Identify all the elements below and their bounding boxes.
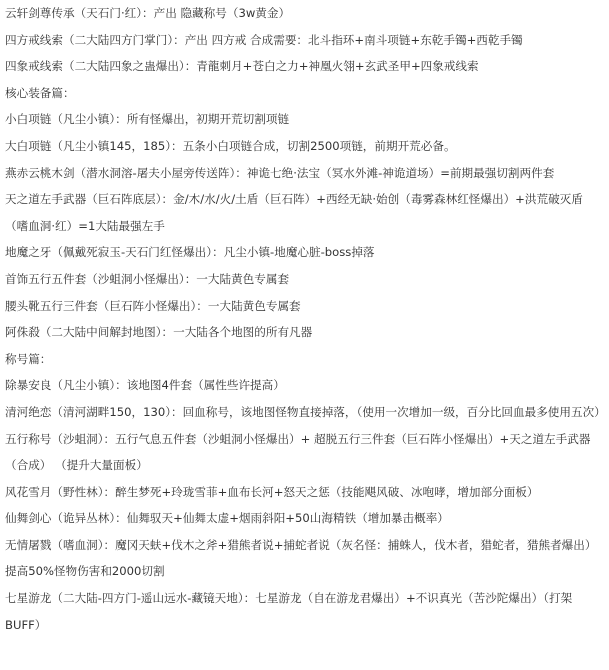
text-line-title-wuxing: 五行称号（沙蛆洞）：五行气息五件套（沙蛆洞小怪爆出）+ 超脱五行三件套（巨石阵小怪爆出）+天之道左手武器（合成） （提升大量面板） [5, 431, 591, 473]
text-line-title-xianwu: 仙舞剑心（诡异丛林）：仙舞驭天+仙舞太虚+烟雨斜阳+50山海精铁（增加暴击概率） [5, 511, 449, 526]
text-line-peach-wood-sword: 燕赤云桃木剑（潜水洞溶-屠夫小屋旁传送阵）：神诡七绝·法宝（冥水外滩-神诡道场）=前期最强切割两件套 [5, 165, 555, 180]
text-line-title-qixing: 七星游龙（二大陆-四方门-遥山远水-藏镜天地）：七星游龙（自在游龙君爆出）+不识真光（苦沙陀爆出）（打架BUFF） [5, 591, 573, 632]
section-heading-titles: 称号篇： [5, 351, 52, 366]
text-line-big-white-necklace: 大白项链（凡尘小镇145，185）：五条小白项链合成，切割2500项链，前期开荒必备。 [5, 138, 456, 153]
text-line-sixiang-ring: 四象戒线索（二大陆四象之蛊爆出）：青龍刺月+苍白之力+神凰火翎+玄武圣甲+四象戒线索 [5, 59, 479, 74]
text-line-left-hand-weapon: 天之道左手武器（巨石阵底层）：金/木/水/火/土盾（巨石阵）+西经无缺·始创（毒雾森林红怪爆出）+洪荒破灭盾（嗜血洞·红）=1大陆最强左手 [5, 192, 583, 233]
text-line-five-element-accessories: 首饰五行五件套（沙蛆洞小怪爆出）：一大陆黄色专属套 [5, 271, 290, 286]
text-line-small-white-necklace: 小白项链（凡尘小镇）：所有怪爆出，初期开荒切割项链 [5, 112, 290, 127]
text-line-title-wuqing: 无情屠戮（嗜血洞）：魔冈天蚨+伐木之斧+猎熊者说+捕蛇者说（灰名怪：捕蛛人，伐木者，猎蛇者，猎熊者爆出）提高50%怪物伤害和2000切割 [5, 537, 597, 579]
text-line-five-element-armor: 腰头靴五行三件套（巨石阵小怪爆出）：一大陆黄色专属套 [5, 298, 301, 313]
text-line-title-fenghua: 风花雪月（野性林）：醉生梦死+玲珑雪菲+血布长河+怒天之惩（技能飓风破、冰咆哮，增加部分面板） [5, 484, 539, 499]
section-heading-core-equipment: 核心装备篇： [5, 85, 75, 100]
text-line-hidden-title: 云轩剑尊传承（天石门·红）：产出 隐藏称号（3w黄金） [5, 6, 291, 20]
text-line-title-chubao: 除暴安良（凡尘小镇）：该地图4件套（属性些许提高） [5, 378, 285, 393]
text-line-earth-demon-fang: 地魔之牙（佩戴死寂玉-天石门红怪爆出）：凡尘小镇-地魔心脏-boss掉落 [5, 245, 375, 260]
text-line-sifang-ring: 四方戒线索（二大陆四方门掌门）：产出 四方戒 合成需要：北斗指环+南斗项链+东乾手镯+西乾手镯 [5, 32, 523, 47]
text-line-title-qinghe: 清河绝恋（清河湖畔150，130）：回血称号，该地图怪物直接掉落，（使用一次增加一级，百分比回血最多使用五次） [5, 404, 606, 419]
text-line-azhusha: 阿侏殺（二大陆中间解封地图）：一大陆各个地图的所有凡器 [5, 325, 313, 340]
